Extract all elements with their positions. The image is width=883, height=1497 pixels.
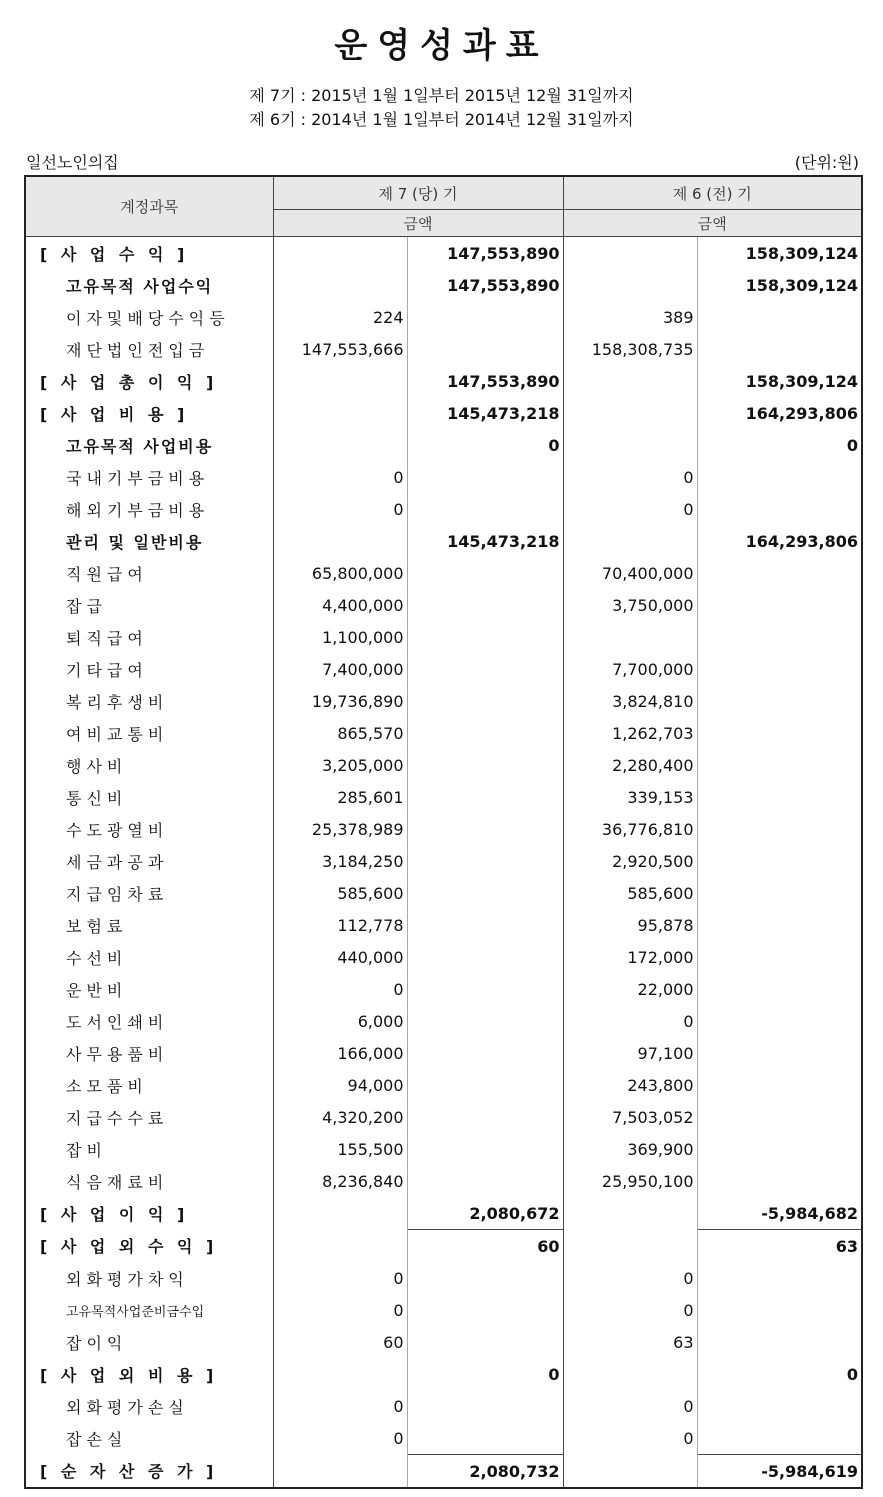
- account-label: [25, 1455, 273, 1489]
- account-label-text: 재단법인전입금: [66, 340, 210, 360]
- account-label: [25, 333, 273, 365]
- table-row: [25, 429, 862, 461]
- account-label: [25, 525, 273, 557]
- amount-cell-c3: [563, 269, 697, 301]
- amount-cell-c3: [563, 1455, 697, 1489]
- amount-cell-c1: 166,000: [273, 1037, 407, 1069]
- table-row: [25, 877, 862, 909]
- amount-cell-c3: 22,000: [563, 973, 697, 1005]
- account-label: [25, 941, 273, 973]
- table-row: [25, 941, 862, 973]
- account-label-text: 여비교통비: [66, 724, 169, 744]
- amount-cell-c2: 147,553,890: [407, 269, 563, 301]
- amount-cell-c1: [273, 365, 407, 397]
- amount-cell-c2: [407, 621, 563, 653]
- account-label-text: 관리 및 일반비용: [66, 532, 204, 552]
- amount-cell-c4: [697, 685, 862, 717]
- amount-cell-c1: 6,000: [273, 1005, 407, 1037]
- amount-cell-c2: [407, 461, 563, 493]
- amount-cell-c2: [407, 1165, 563, 1197]
- table-row: [25, 1262, 862, 1294]
- amount-cell-c1: 155,500: [273, 1133, 407, 1165]
- amount-cell-c4: [697, 493, 862, 525]
- header-period-7: 제 7 (당) 기: [273, 176, 563, 210]
- amount-cell-c4: [697, 877, 862, 909]
- amount-cell-c1: 19,736,890: [273, 685, 407, 717]
- amount-cell-c2: [407, 1294, 563, 1326]
- amount-cell-c1: 0: [273, 493, 407, 525]
- account-label: [25, 1294, 273, 1326]
- amount-cell-c2: [407, 749, 563, 781]
- amount-cell-c4: [697, 1165, 862, 1197]
- amount-cell-c4: [697, 941, 862, 973]
- amount-cell-c4: [697, 1390, 862, 1422]
- header-amount-7: 금액: [273, 210, 563, 237]
- table-row: [25, 685, 862, 717]
- amount-cell-c2: [407, 1069, 563, 1101]
- amount-cell-c4: [697, 589, 862, 621]
- account-label-text: 세금과공과: [66, 852, 169, 872]
- amount-cell-c1: [273, 1230, 407, 1263]
- amount-cell-c2: [407, 1422, 563, 1455]
- amount-cell-c3: 2,920,500: [563, 845, 697, 877]
- account-label-text: 고유목적사업준비금수입: [66, 1304, 205, 1320]
- table-row: [25, 1005, 862, 1037]
- account-label-text: [ 사 업 비 용 ]: [40, 404, 189, 424]
- amount-cell-c1: 3,184,250: [273, 845, 407, 877]
- amount-cell-c2: [407, 1133, 563, 1165]
- table-row: [25, 1358, 862, 1390]
- amount-cell-c1: 0: [273, 1390, 407, 1422]
- account-label: [25, 781, 273, 813]
- amount-cell-c4: [697, 1422, 862, 1455]
- account-label: [25, 397, 273, 429]
- amount-cell-c3: [563, 397, 697, 429]
- amount-cell-c4: [697, 1262, 862, 1294]
- amount-cell-c4: 164,293,806: [745, 531, 858, 551]
- table-row: [25, 621, 862, 653]
- account-label-text: 지급임차료: [66, 884, 169, 904]
- amount-cell-c1: 0: [273, 973, 407, 1005]
- amount-cell-c4: [697, 1326, 862, 1358]
- table-row: [25, 653, 862, 685]
- amount-cell-c4: [697, 1037, 862, 1069]
- amount-cell-c4: [697, 717, 862, 749]
- amount-cell-c1: 865,570: [273, 717, 407, 749]
- amount-cell-c2: [407, 333, 563, 365]
- period-6-range: 제 6기 : 2014년 1월 1일부터 2014년 12월 31일까지: [249, 110, 634, 129]
- amount-cell-c1: 4,400,000: [273, 589, 407, 621]
- amount-cell-c4: [697, 781, 862, 813]
- amount-cell-c4: [697, 653, 862, 685]
- amount-cell-c2: [407, 685, 563, 717]
- account-label-text: 수선비: [66, 948, 128, 968]
- amount-cell-c2: [407, 717, 563, 749]
- amount-cell-c4: [697, 1069, 862, 1101]
- account-label-text: 행사비: [66, 756, 128, 776]
- account-label: [25, 1326, 273, 1358]
- account-label: [25, 429, 273, 461]
- account-label: [25, 589, 273, 621]
- account-label: [25, 1133, 273, 1165]
- table-row: [25, 589, 862, 621]
- amount-cell-c2: [407, 845, 563, 877]
- amount-cell-c2: [407, 909, 563, 941]
- amount-cell-c2: [407, 1390, 563, 1422]
- account-label: [25, 749, 273, 781]
- amount-cell-c2: 2,080,732: [407, 1455, 563, 1489]
- table-row: [25, 493, 862, 525]
- table-row: [25, 1197, 862, 1230]
- amount-cell-c1: [273, 1358, 407, 1390]
- account-label-text: 보험료: [66, 916, 128, 936]
- header-period-6: 제 6 (전) 기: [563, 176, 862, 210]
- account-label-text: [ 사 업 수 익 ]: [40, 244, 189, 264]
- amount-cell-c3: 7,503,052: [563, 1101, 697, 1133]
- account-label: [25, 685, 273, 717]
- amount-cell-c4: 0: [846, 1364, 858, 1384]
- amount-cell-c1: 585,600: [273, 877, 407, 909]
- amount-cell-c2: 145,473,218: [407, 397, 563, 429]
- amount-cell-c1: 8,236,840: [273, 1165, 407, 1197]
- amount-cell-c3: 3,824,810: [563, 685, 697, 717]
- amount-cell-c3: 0: [563, 493, 697, 525]
- amount-cell-c4: [697, 813, 862, 845]
- account-label-text: 이자및배당수익등: [66, 308, 230, 328]
- amount-cell-c3: 0: [563, 1005, 697, 1037]
- amount-cell-c1: 3,205,000: [273, 749, 407, 781]
- amount-cell-c1: 65,800,000: [273, 557, 407, 589]
- table-row: [25, 1422, 862, 1455]
- table-row: [25, 237, 862, 270]
- amount-cell-c1: [273, 1197, 407, 1230]
- amount-cell-c4: 0: [846, 435, 858, 455]
- table-row: [25, 1390, 862, 1422]
- account-label: [25, 813, 273, 845]
- table-row: [25, 269, 862, 301]
- table-row: [25, 1455, 862, 1489]
- account-label-text: [ 사 업 이 익 ]: [40, 1204, 189, 1224]
- amount-cell-c2: [407, 493, 563, 525]
- amount-cell-c3: 63: [563, 1326, 697, 1358]
- amount-cell-c3: 0: [563, 1262, 697, 1294]
- amount-cell-c3: 36,776,810: [563, 813, 697, 845]
- account-label: [25, 269, 273, 301]
- table-row: [25, 1133, 862, 1165]
- amount-cell-c4: [697, 909, 862, 941]
- amount-cell-c2: 0: [407, 1358, 563, 1390]
- account-label-text: 퇴직급여: [66, 628, 148, 648]
- account-label: [25, 1005, 273, 1037]
- amount-cell-c3: [563, 1197, 697, 1230]
- amount-cell-c3: 585,600: [563, 877, 697, 909]
- account-label-text: 외화평가손실: [66, 1397, 189, 1417]
- amount-cell-c2: 147,553,890: [407, 237, 563, 270]
- period-7-range: 제 7기 : 2015년 1월 1일부터 2015년 12월 31일까지: [249, 86, 634, 105]
- amount-cell-c1: [273, 1455, 407, 1489]
- table-row: [25, 909, 862, 941]
- amount-cell-c3: 369,900: [563, 1133, 697, 1165]
- amount-cell-c2: [407, 653, 563, 685]
- table-row: [25, 525, 862, 557]
- amount-cell-c3: 172,000: [563, 941, 697, 973]
- amount-cell-c3: 0: [563, 1390, 697, 1422]
- amount-cell-c1: 25,378,989: [273, 813, 407, 845]
- amount-cell-c4: [697, 557, 862, 589]
- account-label-text: 직원급여: [66, 564, 148, 584]
- account-label: [25, 1101, 273, 1133]
- account-label: [25, 717, 273, 749]
- amount-cell-c2: [407, 813, 563, 845]
- amount-cell-c1: 224: [273, 301, 407, 333]
- amount-cell-c4: [697, 1294, 862, 1326]
- table-row: [25, 461, 862, 493]
- account-label-text: 사무용품비: [66, 1044, 169, 1064]
- amount-cell-c2: [407, 1037, 563, 1069]
- amount-cell-c4: -5,984,619: [697, 1455, 862, 1489]
- amount-cell-c2: [407, 941, 563, 973]
- amount-cell-c4: 158,309,124: [745, 275, 858, 295]
- table-row: [25, 781, 862, 813]
- account-label: [25, 877, 273, 909]
- table-row: [25, 365, 862, 397]
- amount-cell-c4: [697, 301, 862, 333]
- table-row: [25, 301, 862, 333]
- amount-cell-c4: [697, 1133, 862, 1165]
- amount-cell-c3: [563, 237, 697, 270]
- amount-cell-c4: [697, 333, 862, 365]
- amount-cell-c1: 94,000: [273, 1069, 407, 1101]
- account-label-text: 지급수수료: [66, 1108, 169, 1128]
- table-row: [25, 1294, 862, 1326]
- account-label-text: 도서인쇄비: [66, 1012, 169, 1032]
- account-label: [25, 653, 273, 685]
- table-row: [25, 557, 862, 589]
- amount-cell-c2: [407, 1326, 563, 1358]
- account-label: [25, 237, 273, 270]
- amount-cell-c4: [697, 621, 862, 653]
- amount-cell-c4: 63: [697, 1230, 862, 1263]
- account-label-text: 고유목적 사업비용: [66, 436, 214, 456]
- amount-cell-c1: 1,100,000: [273, 621, 407, 653]
- account-label-text: 운반비: [66, 980, 128, 1000]
- amount-cell-c2: [407, 1101, 563, 1133]
- unit-label: (단위:원): [794, 153, 859, 172]
- amount-cell-c3: 0: [563, 1294, 697, 1326]
- account-label-text: [ 사 업 총 이 익 ]: [40, 372, 218, 392]
- amount-cell-c4: 158,309,124: [745, 371, 858, 391]
- account-label-text: [ 사 업 외 수 익 ]: [40, 1237, 218, 1257]
- account-label: [25, 845, 273, 877]
- account-label: [25, 1230, 273, 1263]
- amount-cell-c1: 440,000: [273, 941, 407, 973]
- amount-cell-c2: [407, 781, 563, 813]
- account-label: [25, 1069, 273, 1101]
- account-label: [25, 1358, 273, 1390]
- amount-cell-c2: [407, 589, 563, 621]
- account-label-text: 잡급: [66, 596, 107, 616]
- account-label: [25, 301, 273, 333]
- amount-cell-c4: [697, 1101, 862, 1133]
- table-row: [25, 1037, 862, 1069]
- account-label-text: [ 사 업 외 비 용 ]: [40, 1365, 218, 1385]
- amount-cell-c3: 3,750,000: [563, 589, 697, 621]
- account-label-text: 잡손실: [66, 1429, 128, 1449]
- account-label-text: 수도광열비: [66, 820, 169, 840]
- account-label: [25, 1037, 273, 1069]
- report-title: 운영성과표: [334, 26, 549, 66]
- account-label: [25, 621, 273, 653]
- amount-cell-c2: 145,473,218: [407, 525, 563, 557]
- amount-cell-c3: 389: [563, 301, 697, 333]
- amount-cell-c2: 2,080,672: [407, 1197, 563, 1230]
- amount-cell-c1: 112,778: [273, 909, 407, 941]
- amount-cell-c3: [563, 429, 697, 461]
- amount-cell-c3: 97,100: [563, 1037, 697, 1069]
- amount-cell-c1: [273, 429, 407, 461]
- amount-cell-c3: [563, 621, 697, 653]
- statement-body: [25, 237, 862, 1489]
- amount-cell-c1: 0: [273, 1294, 407, 1326]
- table-row: [25, 333, 862, 365]
- amount-cell-c2: [407, 1005, 563, 1037]
- amount-cell-c3: 339,153: [563, 781, 697, 813]
- account-label-text: 국내기부금비용: [66, 468, 210, 488]
- amount-cell-c4: 158,309,124: [745, 243, 858, 263]
- table-row: [25, 397, 862, 429]
- amount-cell-c3: 1,262,703: [563, 717, 697, 749]
- amount-cell-c1: 147,553,666: [273, 333, 407, 365]
- table-row: [25, 717, 862, 749]
- account-label-text: 통신비: [66, 788, 128, 808]
- amount-cell-c2: 60: [407, 1230, 563, 1263]
- table-row: [25, 1101, 862, 1133]
- account-label: [25, 461, 273, 493]
- account-label-text: 잡이익: [66, 1333, 128, 1353]
- amount-cell-c3: [563, 1358, 697, 1390]
- amount-cell-c1: [273, 525, 407, 557]
- amount-cell-c4: 164,293,806: [745, 403, 858, 423]
- account-label: [25, 1422, 273, 1455]
- account-label: [25, 1390, 273, 1422]
- amount-cell-c4: [697, 973, 862, 1005]
- account-label: [25, 973, 273, 1005]
- amount-cell-c1: 285,601: [273, 781, 407, 813]
- amount-cell-c2: [407, 301, 563, 333]
- amount-cell-c2: [407, 1262, 563, 1294]
- account-label-text: 외화평가차익: [66, 1269, 189, 1289]
- table-row: [25, 813, 862, 845]
- account-label: [25, 1197, 273, 1230]
- amount-cell-c4: [697, 749, 862, 781]
- amount-cell-c1: 7,400,000: [273, 653, 407, 685]
- account-label-text: 기타급여: [66, 660, 148, 680]
- amount-cell-c4: [697, 1005, 862, 1037]
- amount-cell-c3: 70,400,000: [563, 557, 697, 589]
- amount-cell-c3: [563, 1230, 697, 1263]
- amount-cell-c2: 0: [407, 429, 563, 461]
- amount-cell-c3: [563, 365, 697, 397]
- account-label: [25, 493, 273, 525]
- amount-cell-c2: [407, 877, 563, 909]
- amount-cell-c1: 60: [273, 1326, 407, 1358]
- amount-cell-c1: [273, 397, 407, 429]
- income-statement-table: [24, 175, 863, 1489]
- amount-cell-c1: 0: [273, 1262, 407, 1294]
- account-label-text: 해외기부금비용: [66, 500, 210, 520]
- amount-cell-c1: 4,320,200: [273, 1101, 407, 1133]
- amount-cell-c3: 7,700,000: [563, 653, 697, 685]
- amount-cell-c3: 2,280,400: [563, 749, 697, 781]
- account-label: [25, 557, 273, 589]
- amount-cell-c4: [697, 461, 862, 493]
- header-amount-6: 금액: [563, 210, 862, 237]
- account-label-text: [ 순 자 산 증 가 ]: [40, 1462, 218, 1482]
- amount-cell-c2: [407, 557, 563, 589]
- account-label: [25, 365, 273, 397]
- table-row: [25, 1230, 862, 1263]
- account-label: [25, 1262, 273, 1294]
- amount-cell-c4: -5,984,682: [761, 1203, 858, 1223]
- amount-cell-c3: 243,800: [563, 1069, 697, 1101]
- table-row: [25, 973, 862, 1005]
- account-label-text: 소모품비: [66, 1076, 148, 1096]
- account-label: [25, 909, 273, 941]
- amount-cell-c1: 0: [273, 1422, 407, 1455]
- amount-cell-c1: [273, 269, 407, 301]
- amount-cell-c4: [697, 845, 862, 877]
- table-row: [25, 749, 862, 781]
- account-label-text: 고유목적 사업수익: [66, 276, 214, 296]
- table-row: [25, 1165, 862, 1197]
- table-row: [25, 845, 862, 877]
- amount-cell-c1: 0: [273, 461, 407, 493]
- amount-cell-c3: 0: [563, 1422, 697, 1455]
- amount-cell-c3: 95,878: [563, 909, 697, 941]
- table-row: [25, 1326, 862, 1358]
- header-account: 계정과목: [25, 176, 273, 237]
- table-row: [25, 1069, 862, 1101]
- account-label-text: 식음재료비: [66, 1172, 169, 1192]
- amount-cell-c1: [273, 237, 407, 270]
- account-label: [25, 1165, 273, 1197]
- amount-cell-c2: [407, 973, 563, 1005]
- organization-name: 일선노인의집: [26, 153, 119, 172]
- amount-cell-c2: 147,553,890: [407, 365, 563, 397]
- amount-cell-c3: 158,308,735: [563, 333, 697, 365]
- amount-cell-c3: 0: [563, 461, 697, 493]
- account-label-text: 복리후생비: [66, 692, 169, 712]
- account-label-text: 잡비: [66, 1140, 107, 1160]
- amount-cell-c3: [563, 525, 697, 557]
- amount-cell-c3: 25,950,100: [563, 1165, 697, 1197]
